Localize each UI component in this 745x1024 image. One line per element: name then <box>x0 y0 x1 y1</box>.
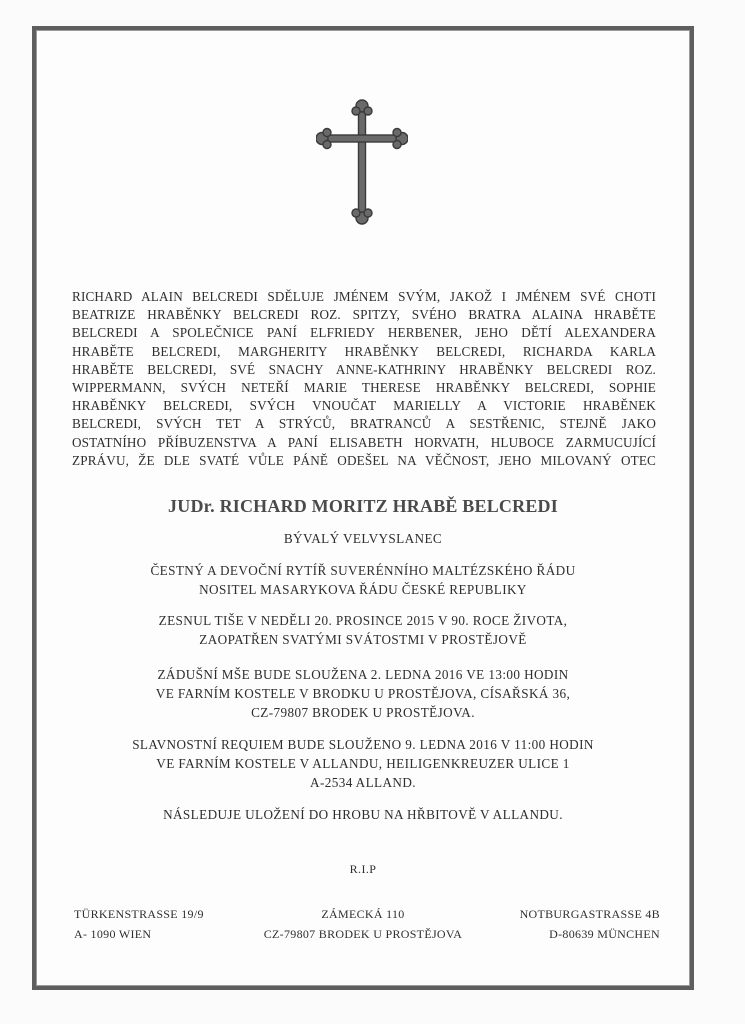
address-line: D-80639 MÜNCHEN <box>549 927 660 941</box>
address-line: ZÁMECKÁ 110 <box>321 907 405 921</box>
deceased-name: JUDr. RICHARD MORITZ HRABĚ BELCREDI <box>168 496 558 516</box>
funeral-mass-line: VE FARNÍM KOSTELE V BRODKU U PROSTĚJOVA, CÍSAŘSKÁ 36, <box>155 686 571 701</box>
obituary-card <box>32 26 694 990</box>
announcement-line: OSTATNÍHO PŘÍBUZENSTVA A PANÍ ELISABETH HORVATH, HLUBOCE ZARMUCUJÍCÍ <box>72 434 656 450</box>
announcement-line: BELCREDI, SVÝCH TET A STRÝCŮ, BRATRANCŮ A SESTŘENIC, STEJNĚ JAKO <box>72 416 656 432</box>
announcement-line: RICHARD ALAIN BELCREDI SDĚLUJE JMÉNEM SVÝM, JAKOŽ I JMÉNEM SVÉ CHOTI <box>72 289 656 304</box>
funeral-mass-line: ZÁDUŠNÍ MŠE BUDE SLOUŽENA 2. LEDNA 2016 VE 13:00 HODIN <box>157 667 569 682</box>
address-brodek <box>236 904 490 944</box>
announcement-paragraph <box>72 288 656 470</box>
death-line: ZESNUL TIŠE V NEDĚLI 20. PROSINCE 2015 V 90. ROCE ŽIVOTA, <box>158 613 568 628</box>
address-line: CZ-79807 BRODEK U PROSTĚJOVA <box>263 927 463 941</box>
honors-line: ČESTNÝ A DEVOČNÍ RYTÍŘ SUVERÉNNÍHO MALTÉZSKÉHO ŘÁDU <box>150 563 576 578</box>
rip-text: R.I.P <box>349 862 377 876</box>
requiem-line: SLAVNOSTNÍ REQUIEM BUDE SLOUŽENO 9. LEDNA 2016 V 11:00 HODIN <box>132 737 594 752</box>
announcement-line: HRABĚTE BELCREDI, SVÉ SNACHY ANNE-KATHRINY HRABĚNKY BELCREDI ROZ. <box>72 361 656 377</box>
cross-icon <box>316 98 408 226</box>
burial-line: NÁSLEDUJE ULOŽENÍ DO HROBU NA HŘBITOVĚ V ALLANDU. <box>163 807 563 822</box>
announcement-line: HRABĚTE BELCREDI, MARGHERITY HRABĚNKY BELCREDI, RICHARDA KARLA <box>72 343 656 359</box>
requiem-line: VE FARNÍM KOSTELE V ALLANDU, HEILIGENKREUZER ULICE 1 <box>156 756 570 771</box>
announcement-line: ZPRÁVU, ŽE DLE SVATÉ VŮLE PÁNĚ ODEŠEL NA VĚČNOST, JEHO MILOVANÝ OTEC <box>72 452 656 468</box>
requiem-line: A-2534 ALLAND. <box>310 775 416 790</box>
announcement-line: WIPPERMANN, SVÝCH NETEŘÍ MARIE THERESE HRABĚNKY BELCREDI, SOPHIE <box>72 380 656 396</box>
address-line: NOTBURGASTRASSE 4B <box>519 907 660 921</box>
announcement-line: BELCREDI A SPOLEČNICE PANÍ ELFRIEDY HERBENER, JEHO DĚTÍ ALEXANDERA <box>72 325 656 341</box>
deceased-title: BÝVALÝ VELVYSLANEC <box>283 531 443 546</box>
address-line: TÜRKENSTRASSE 19/9 <box>74 907 204 921</box>
funeral-mass-line: CZ-79807 BRODEK U PROSTĚJOVA. <box>251 705 475 720</box>
honors-line: NOSITEL MASARYKOVA ŘÁDU ČESKÉ REPUBLIKY <box>199 582 527 597</box>
address-line: A- 1090 WIEN <box>74 927 152 941</box>
address-munich <box>520 904 660 944</box>
announcement-line: BEATRIZE HRABĚNKY BELCREDI ROZ. SPITZY, SVÉHO BRATRA ALAINA HRABĚTE <box>72 307 656 323</box>
announcement-line: HRABĚNKY BELCREDI, SVÝCH VNOUČAT MARIELLY A VICTORIE HRABĚNEK <box>72 398 656 414</box>
address-vienna <box>74 904 204 944</box>
death-line: ZAOPATŘEN SVATÝMI SVÁTOSTMI V PROSTĚJOVĚ <box>199 632 527 647</box>
